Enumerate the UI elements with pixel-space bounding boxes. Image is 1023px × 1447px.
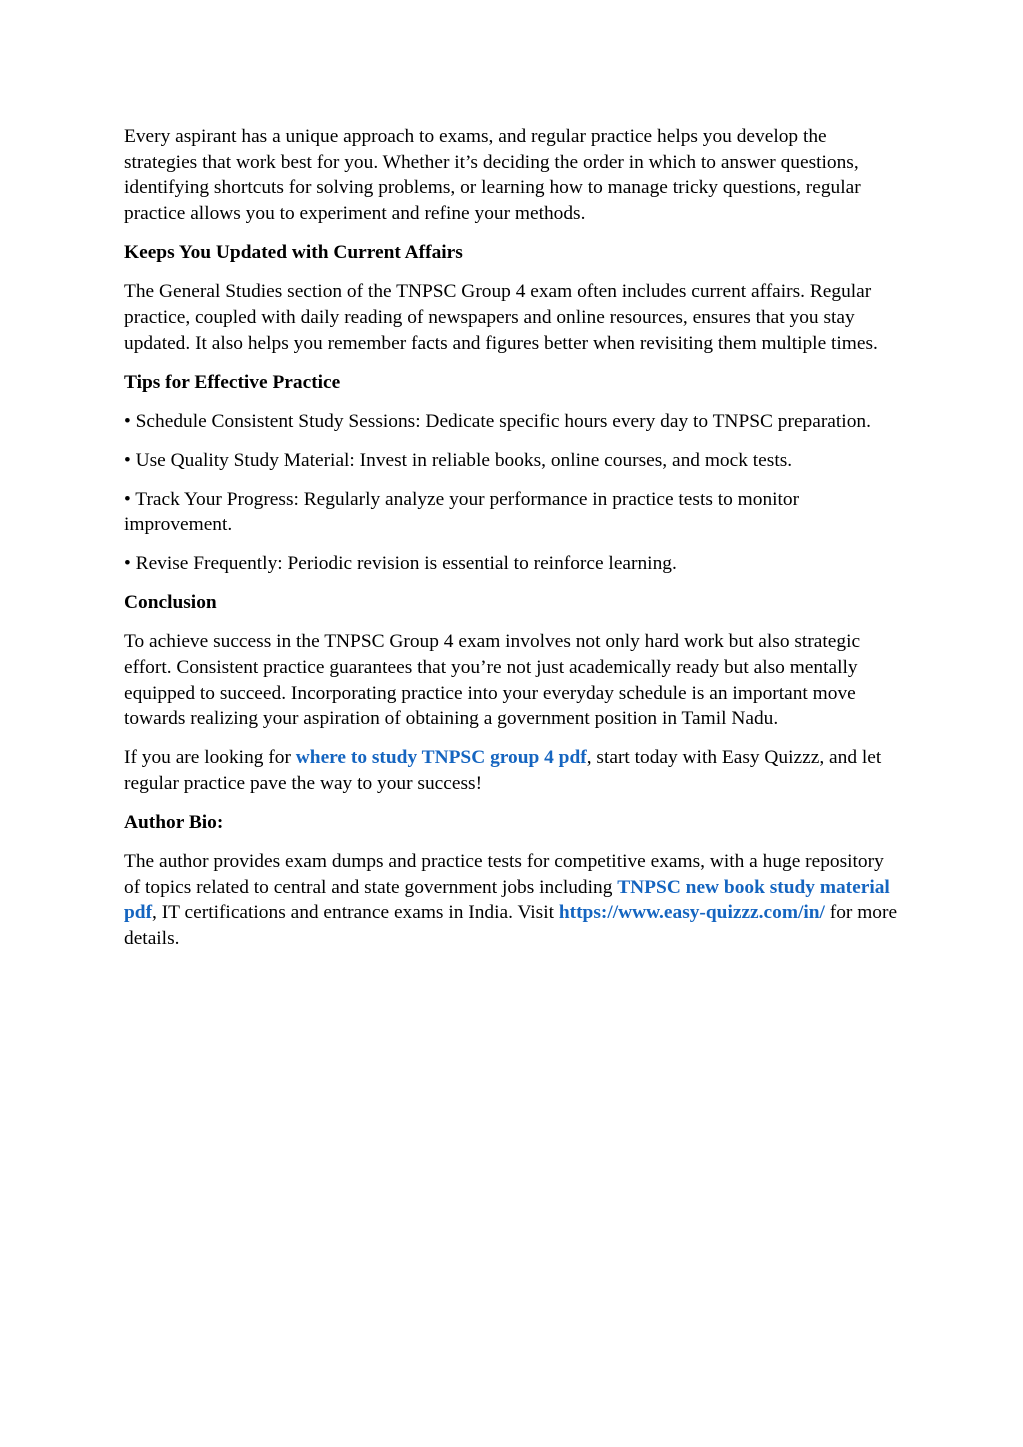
where-to-study-link[interactable]: where to study TNPSC group 4 pdf [295,747,587,769]
website-link[interactable]: https://www.easy-quizzz.com/in/ [558,902,825,924]
author-text-2: , IT certifications and entrance exams in India. Visit [152,902,559,924]
cta-paragraph [124,745,904,796]
cta-text-before: If you are looking for [124,747,296,769]
current-affairs-paragraph: The General Studies section of the TNPSC Group 4 exam often includes current affairs. Regular practice, coupled with daily reading of newspapers and online resources, ensures that you stay updated. It also helps you remember facts and figures better when revisiting them multiple times. [124,281,878,354]
tip-item: • Use Quality Study Material: Invest in reliable books, online courses, and mock tests. [124,449,793,471]
intro-paragraph: Every aspirant has a unique approach to exams, and regular practice helps you develop the strategies that work best for you. Whether it’s deciding the order in which to answer questions, identifying shortcuts for solving problems, or learning how to manage tricky questions, regular practice allows you to experiment and refine your methods. [124,126,861,225]
tip-item: • Track Your Progress: Regularly analyze your performance in practice tests to monitor improvement. [124,488,800,536]
cta-text-after: , start today with Easy Quizzz, and let regular practice pave the way to your success! [124,747,882,795]
author-text-3: for more details. [124,902,898,950]
conclusion-paragraph: To achieve success in the TNPSC Group 4 exam involves not only hard work but also strategic effort. Consistent practice guarantees that you’re not just academically ready but also mentally equipped to succeed. Incorporating practice into your everyday schedule is an important move towards realizing your aspiration of obtaining a government position in Tamil Nadu. [124,631,861,730]
tip-item: • Schedule Consistent Study Sessions: Dedicate specific hours every day to TNPSC preparation. [124,410,871,432]
tip-item: • Revise Frequently: Periodic revision is essential to reinforce learning. [124,553,677,575]
author-bio-paragraph [124,849,904,952]
author-text-1: The author provides exam dumps and practice tests for competitive exams, with a huge repository of topics related to central and state government jobs including [124,851,884,898]
study-material-link[interactable]: TNPSC new book study material pdf [124,876,890,924]
document-page [124,124,904,965]
tips-heading: Tips for Effective Practice [124,371,341,393]
current-affairs-heading: Keeps You Updated with Current Affairs [124,242,463,264]
author-bio-heading: Author Bio: [124,812,224,834]
conclusion-heading: Conclusion [124,592,217,614]
